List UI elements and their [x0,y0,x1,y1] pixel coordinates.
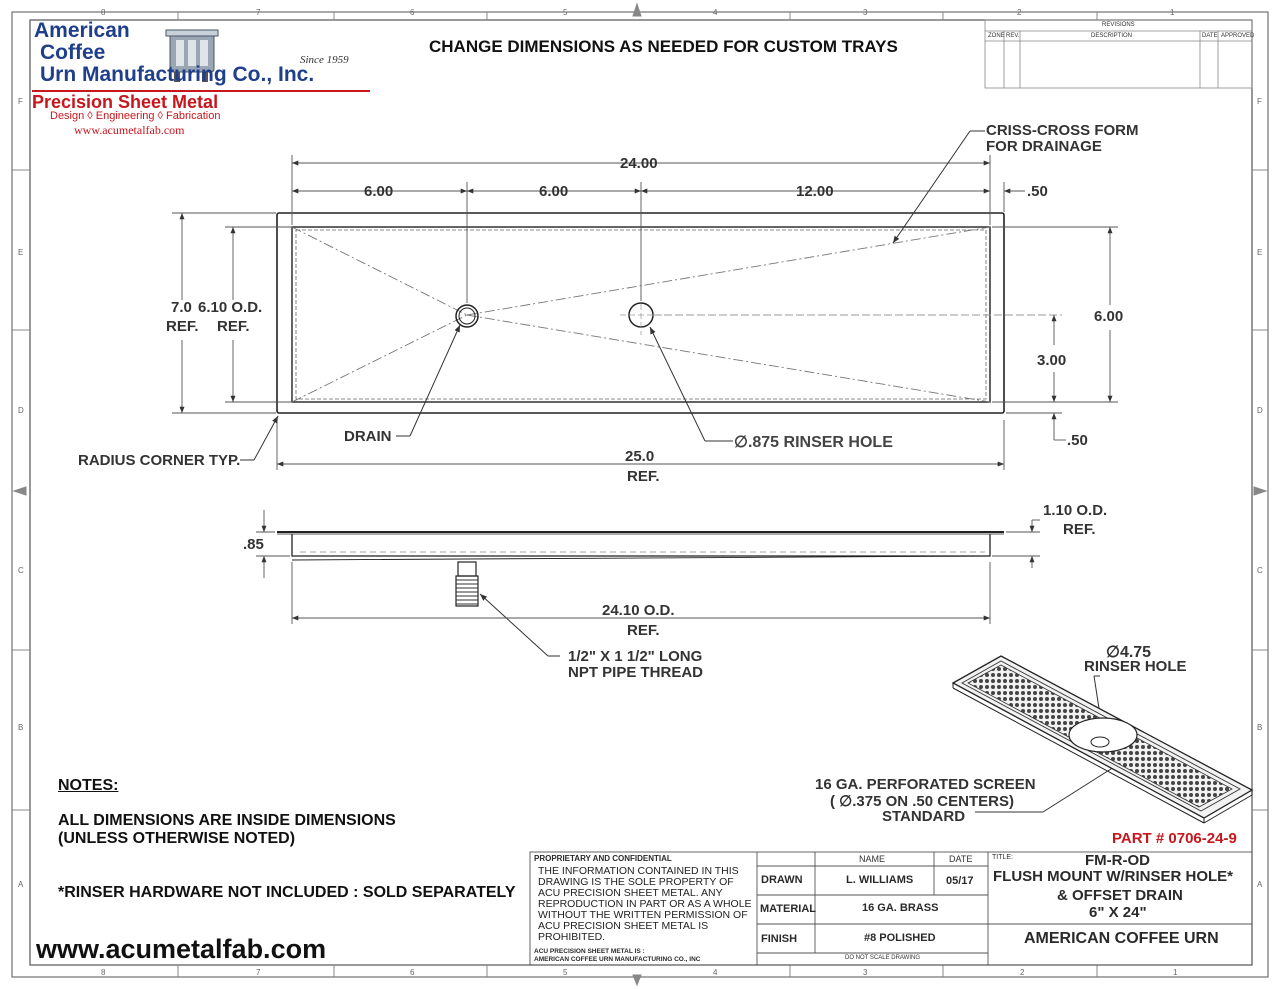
zone-right-a: A [1257,880,1263,889]
zone-left-a: A [18,880,24,889]
dim-height-ref: 7.0 [171,299,192,316]
tb-prop-line-4: REPRODUCTION IN PART OR AS A WHOLE [538,898,752,910]
zone-top-7: 7 [256,8,261,17]
dim-right-height: 6.00 [1094,308,1124,325]
zone-right-c: C [1257,566,1263,575]
zone-bot-8: 8 [101,968,106,977]
zone-bot-6: 6 [410,968,415,977]
notes-line-1: ALL DIMENSIONS ARE INSIDE DIMENSIONS [58,812,396,829]
notes-line-2: (UNLESS OTHERWISE NOTED) [58,830,296,847]
callout-screen-3: STANDARD [882,808,966,825]
tb-company: AMERICAN COFFEE URN [1024,930,1219,947]
rev-col-zone: ZONE [988,33,1005,39]
tb-prop-line-2: DRAWING IS THE SOLE PROPERTY OF [538,876,734,888]
dim-right-margin: .50 [1027,183,1048,200]
tb-prop-line-1: THE INFORMATION CONTAINED IN THIS [538,865,739,877]
tb-prop-line-3: ACU PRECISION SHEET METAL. ANY [538,887,723,899]
tb-prop-text [538,866,756,943]
callout-pipe-1: 1/2" X 1 1/2" LONG [568,648,703,665]
callout-iso-rinser-2: RINSER HOLE [1084,658,1187,675]
notes-website: www.acumetalfab.com [36,934,327,964]
dim-od: 6.10 O.D. [198,299,263,316]
logo-line-american: American [34,19,130,42]
zone-right-e: E [1257,248,1263,257]
callout-screen-1: 16 GA. PERFORATED SCREEN [815,776,1036,793]
part-number: PART # 0706-24-9 [1112,830,1237,847]
zone-left-f: F [18,97,23,106]
dim-depth: .85 [243,536,264,553]
zone-left-b: B [18,723,24,732]
logo-line-urn: Urn Manufacturing Co., Inc. [40,63,315,86]
dim-total-ref: 25.0 [625,448,655,465]
dim-depth-od: 1.10 O.D. [1043,502,1108,519]
notes-title: NOTES: [58,777,119,794]
zone-bot-7: 7 [256,968,261,977]
zone-right-d: D [1257,406,1263,415]
tb-prop-line-6: ACU PRECISION SHEET METAL IS [538,920,709,932]
zone-right-b: B [1257,723,1263,732]
notes-line-3: *RINSER HARDWARE NOT INCLUDED : SOLD SEPARATELY [58,884,516,901]
zone-top-1: 1 [1170,8,1175,17]
zone-top-4: 4 [713,8,718,17]
logo-url: www.acumetalfab.com [74,123,185,137]
zone-top-2: 2 [1017,8,1022,17]
callout-crisscross-2: FOR DRAINAGE [986,138,1102,155]
top-view-tray [277,213,1004,413]
zone-top-3: 3 [863,8,868,17]
dim-depth-od-ref: REF. [1063,521,1096,538]
revisions-table [985,20,1255,88]
logo-precision: Precision Sheet Metal [32,92,219,112]
tb-prop-title: PROPRIETARY AND CONFIDENTIAL [534,854,672,863]
callout-screen-2: ( ∅.375 ON .50 CENTERS) [830,793,1014,810]
logo-line-coffee: Coffee [40,41,106,64]
tb-finish: #8 POLISHED [864,932,936,944]
zone-left-d: D [18,406,24,415]
dim-overall-width: 24.00 [620,155,658,172]
dim-bottom-margin: .50 [1067,432,1088,449]
tb-name-header: NAME [859,854,886,864]
zone-left-c: C [18,566,24,575]
tb-prop-line-5: WITHOUT THE WRITTEN PERMISSION OF [538,909,748,921]
company-logo [32,20,372,140]
revisions-title: REVISIONS [1102,22,1135,28]
tb-drawn-name: L. WILLIAMS [846,874,914,886]
callout-radius-corner: RADIUS CORNER TYP. [78,452,241,469]
zone-bot-4: 4 [713,968,718,977]
tb-title-2: FLUSH MOUNT W/RINSER HOLE* [993,868,1233,885]
callout-iso-rinser-1: ∅4.75 [1106,644,1152,661]
tb-no-scale: DO NOT SCALE DRAWING [845,955,921,961]
zone-top-8: 8 [101,8,106,17]
dim-side-od: 24.10 O.D. [602,602,675,619]
tb-title-1: FM-R-OD [1085,852,1150,869]
dim-rinser-offset: 6.00 [539,183,569,200]
dim-center-height: 3.00 [1037,352,1067,369]
tb-drawn-date: 05/17 [946,875,974,887]
zone-bot-1: 1 [1173,968,1178,977]
zone-bot-2: 2 [1020,968,1025,977]
dim-od-ref: REF. [217,318,250,335]
page-header: CHANGE DIMENSIONS AS NEEDED FOR CUSTOM TRAYS [429,37,898,56]
top-view-dimensions [172,155,1118,470]
tb-acu-2: AMERICAN COFFEE URN MANUFACTURING CO., INC [534,956,701,963]
rev-col-approved: APPROVED [1221,33,1255,39]
rev-col-date: DATE [1202,33,1218,39]
callout-crisscross-1: CRISS-CROSS FORM [986,122,1139,139]
callout-drain: DRAIN [344,428,392,445]
zone-right-f: F [1257,97,1262,106]
callout-rinser-hole: ∅.875 RINSER HOLE [734,434,893,451]
tb-prop-line-7: PROHIBITED. [538,931,606,943]
dim-side-od-ref: REF. [627,622,660,639]
tb-date-header: DATE [949,854,973,864]
rev-col-description: DESCRIPTION [1091,33,1133,39]
zone-top-5: 5 [563,8,568,17]
rev-col-rev: REV. [1006,33,1020,39]
logo-since: Since 1959 [300,54,349,66]
tb-acu-1: ACU PRECISION SHEET METAL IS : [534,948,645,955]
zone-bot-3: 3 [863,968,868,977]
side-view-tray [277,532,1004,606]
dim-rinser-to-end: 12.00 [796,183,834,200]
tb-finish-label: FINISH [761,933,798,945]
logo-services: Design ◊ Engineering ◊ Fabrication [50,110,221,122]
tb-title-3: & OFFSET DRAIN [1057,887,1183,904]
tb-title-4: 6" X 24" [1089,904,1147,921]
dim-drain-offset: 6.00 [364,183,394,200]
tb-title-header: TITLE: [992,854,1014,861]
zone-left-e: E [18,248,24,257]
callout-pipe-2: NPT PIPE THREAD [568,664,704,681]
tb-drawn-label: DRAWN [761,874,803,886]
zone-top-6: 6 [410,8,415,17]
tb-material-label: MATERIAL [760,903,817,915]
dim-total-ref-label: REF. [627,468,660,485]
zone-bot-5: 5 [563,968,568,977]
tb-material: 16 GA. BRASS [862,902,939,914]
dim-height-ref-label: REF. [166,318,199,335]
